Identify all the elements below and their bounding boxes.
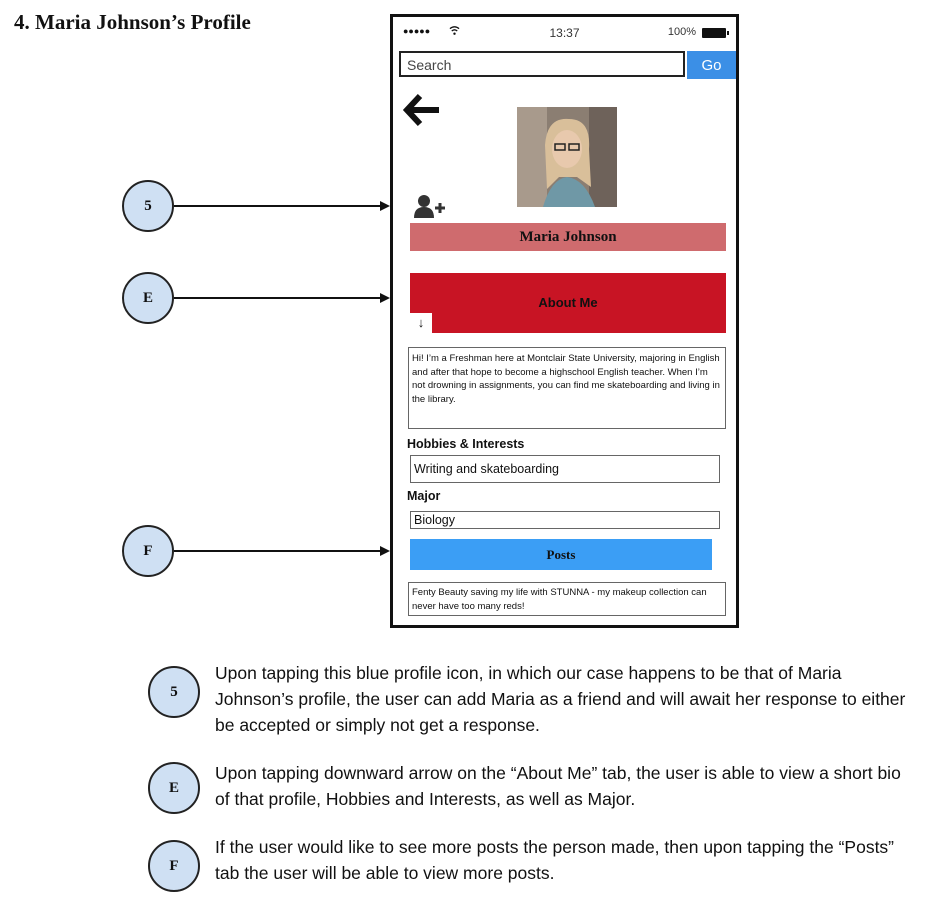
callout-f: F bbox=[122, 525, 174, 577]
callout-f-arrow bbox=[174, 550, 382, 552]
callout-e: E bbox=[122, 272, 174, 324]
battery-percent: 100% bbox=[667, 26, 696, 38]
add-friend-icon[interactable] bbox=[413, 193, 447, 219]
major-field: Biology bbox=[410, 511, 720, 529]
profile-photo-illustration bbox=[517, 107, 617, 207]
post-preview: Fenty Beauty saving my life with STUNNA - my makeup collection can never have too many reds! bbox=[408, 582, 726, 616]
callout-e-arrowhead bbox=[380, 293, 390, 303]
callout-e-arrow bbox=[174, 297, 382, 299]
battery-icon bbox=[702, 28, 726, 38]
chevron-down-icon[interactable]: ↓ bbox=[410, 313, 432, 333]
signal-icon: ●●●●● bbox=[403, 26, 431, 36]
hobbies-label: Hobbies & Interests bbox=[407, 437, 525, 451]
page-heading: 4. Maria Johnson’s Profile bbox=[14, 10, 251, 34]
callout-f-arrowhead bbox=[380, 546, 390, 556]
profile-name-bar: Maria Johnson bbox=[410, 223, 726, 251]
back-arrow-icon[interactable] bbox=[403, 93, 441, 127]
status-time: 13:37 bbox=[549, 26, 580, 40]
status-bar bbox=[393, 17, 736, 47]
phone-mockup bbox=[390, 14, 739, 628]
search-input[interactable]: Search bbox=[399, 51, 685, 77]
description-f: If the user would like to see more posts the person made, then upon tapping the “Posts” tab the user will be able to view more posts. bbox=[215, 837, 895, 883]
legend-callout-f: F bbox=[148, 840, 200, 892]
callout-5-arrowhead bbox=[380, 201, 390, 211]
posts-tab[interactable]: Posts bbox=[410, 539, 712, 570]
description-e: Upon tapping downward arrow on the “About Me” tab, the user is able to view a short bio of that profile, Hobbies and Interests, as well as Major. bbox=[215, 763, 901, 809]
profile-photo bbox=[517, 107, 617, 207]
go-button[interactable]: Go bbox=[687, 51, 736, 79]
callout-5-arrow bbox=[174, 205, 382, 207]
description-5: Upon tapping this blue profile icon, in which our case happens to be that of Maria Johnson’s profile, the user can add Maria as a friend and will await her response to either be accepted or simply not get a response. bbox=[215, 663, 906, 735]
callout-5: 5 bbox=[122, 180, 174, 232]
legend-callout-e: E bbox=[148, 762, 200, 814]
hobbies-field: Writing and skateboarding bbox=[410, 455, 720, 483]
bio-text: Hi! I’m a Freshman here at Montclair State University, majoring in English and after that hope to become a highschool English teacher. When I’m not drowning in assignments, you can find me skateboarding and living in the library. bbox=[408, 347, 726, 429]
legend-callout-5: 5 bbox=[148, 666, 200, 718]
about-me-tab[interactable]: About Me bbox=[410, 273, 726, 333]
major-label: Major bbox=[407, 489, 441, 503]
